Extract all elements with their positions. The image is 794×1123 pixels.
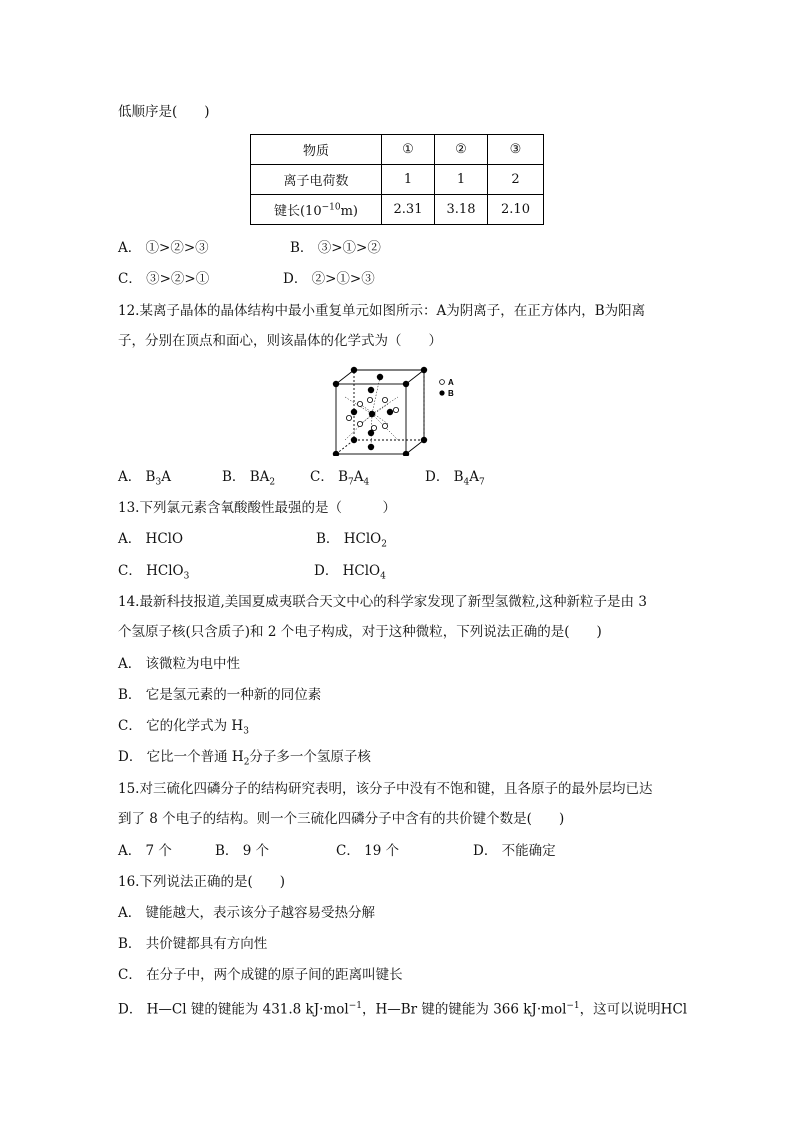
table-row — [251, 195, 544, 225]
table-cell: 2 — [488, 165, 544, 195]
table-row — [251, 165, 544, 195]
q15-option-b: B． 9 个 — [215, 843, 270, 859]
table-cell: 1 — [382, 165, 435, 195]
q14-stem-line2: 个氢原子核(只含质子)和 2 个电子构成，对于这种微粒，下列说法正确的是( ) — [118, 624, 602, 640]
b-ions — [333, 367, 427, 456]
q15-option-c: C． 19 个 — [336, 843, 400, 859]
q12-option-b: B． $BA_2$ — [222, 469, 276, 488]
q11-option-a: A． ①>②>③ — [118, 240, 209, 256]
q14-option-d: D． 它比一个普通 $H_2$分子多一个氢原子核 — [118, 749, 371, 768]
q15-option-a: A． 7 个 — [118, 843, 172, 859]
q12-option-c: C． $B_7A_4$ — [310, 469, 370, 488]
table-header-cell: ② — [435, 135, 488, 165]
q15-stem-line2: 到了 8 个电子的结构。则一个三硫化四磷分子中含有的共价键个数是( ) — [118, 811, 565, 827]
table-cell: 2.31 — [382, 195, 435, 225]
q15-stem-line1: 15.对三硫化四磷分子的结构研究表明，该分子中没有不饱和键，且各原子的最外层均已达 — [118, 781, 653, 797]
q14-option-a: A． 该微粒为电中性 — [118, 656, 241, 672]
table-row-label: 离子电荷数 — [251, 165, 382, 195]
q11-stem-tail: 低顺序是( ) — [118, 104, 210, 120]
q15-option-d: D． 不能确定 — [473, 843, 556, 859]
crystal-unit-cell-diagram — [330, 364, 470, 456]
q13-option-a: A． HClO — [118, 531, 184, 547]
q11-option-b: B． ③>①>② — [290, 240, 381, 256]
table-row-label: 键长$(10^{-10}m)$ — [251, 195, 382, 225]
table-cell: 2.10 — [488, 195, 544, 225]
q13-option-d: D． HClO$_4$ — [314, 563, 386, 582]
q14-option-c: C． 它的化学式为 $H_3$ — [118, 718, 249, 737]
q11-option-c: C． ③>②>① — [118, 271, 210, 287]
q13-stem: 13.下列氯元素含氧酸酸性最强的是（ ） — [118, 500, 396, 516]
q13-option-c: C． HClO$_3$ — [118, 563, 190, 582]
q16-option-b: B． 共价键都具有方向性 — [118, 936, 268, 952]
q12-option-a: A． $B_3A$ — [118, 469, 171, 488]
table-header-cell: ③ — [488, 135, 544, 165]
q16-option-a: A． 键能越大，表示该分子越容易受热分解 — [118, 905, 376, 921]
q12-stem-line2: 子，分别在顶点和面心，则该晶体的化学式为（ ） — [118, 333, 442, 349]
q14-stem-line1: 14.最新科技报道,美国夏威夷联合天文中心的科学家发现了新型氢微粒,这种新粒子是由 3 — [118, 594, 647, 610]
q12-option-d: D． $B_4A_7$ — [425, 469, 485, 488]
q16-option-c: C． 在分子中，两个成键的原子间的距离叫键长 — [118, 967, 403, 983]
legend-label-b: B — [448, 389, 454, 398]
properties-table — [250, 134, 544, 225]
q13-option-b: B． HClO$_2$ — [316, 531, 387, 550]
cube-edges — [336, 370, 424, 454]
legend — [439, 378, 454, 398]
table-cell: 3.18 — [435, 195, 488, 225]
q14-option-b: B． 它是氢元素的一种新的同位素 — [118, 687, 322, 703]
table-header-cell: ① — [382, 135, 435, 165]
table-header-row — [251, 135, 544, 165]
q11-option-d: D． ②>①>③ — [283, 271, 375, 287]
q16-option-d: D． H—Cl 键的键能为 431.8 kJ·mol$^{-1}$，H—Br 键的键能为 366 kJ·mol$^{-1}$，这可以说明HCl — [118, 1001, 688, 1018]
table-header-cell: 物质 — [251, 135, 382, 165]
q12-stem-line1: 12.某离子晶体的晶体结构中最小重复单元如图所示：A为阴离子，在正方体内，B为阳离 — [118, 303, 646, 319]
legend-label-a: A — [448, 378, 454, 387]
q16-stem: 16.下列说法正确的是( ) — [118, 874, 286, 890]
table-cell: 1 — [435, 165, 488, 195]
